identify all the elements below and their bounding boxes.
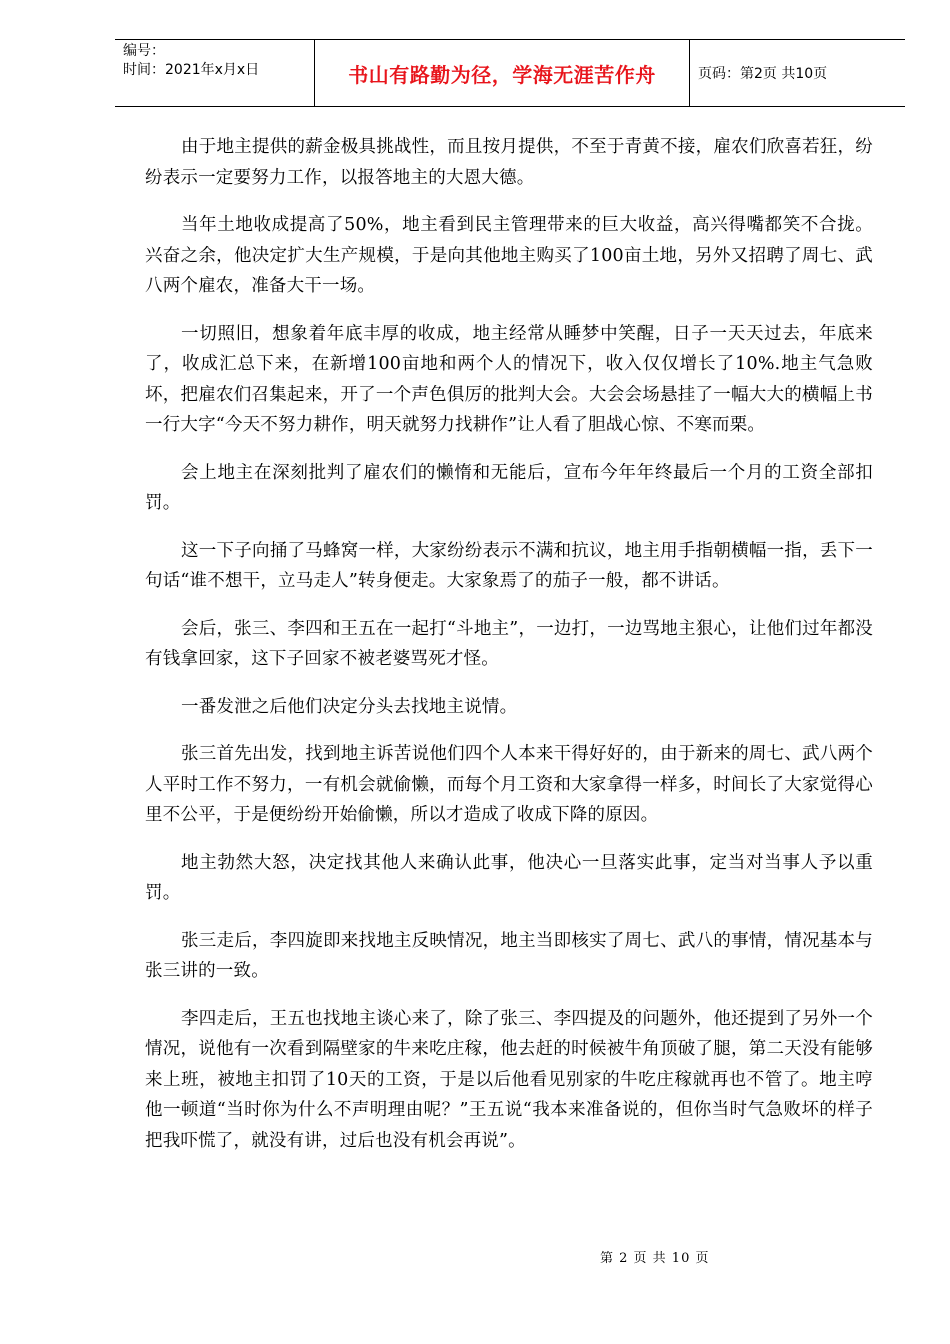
number-label: 编号：: [123, 43, 165, 59]
header-page-info: 页码：第2页 共10页: [698, 66, 828, 82]
paragraph: 由于地主提供的薪金极具挑战性，而且按月提供，不至于青黄不接，雇农们欣喜若狂，纷纷表示一定要努力工作，以报答地主的大恩大德。: [145, 137, 873, 188]
page-footer: 第 2 页 共 10 页: [600, 1251, 710, 1266]
header-motto: 书山有路勤为径，学海无涯苦作舟: [315, 40, 690, 106]
paragraph: 李四走后，王五也找地主谈心来了，除了张三、李四提及的问题外，他还提到了另外一个情况，说他有一次看到隔壁家的牛来吃庄稼，他去赶的时候被牛角顶破了腿，第二天没有能够来上班，被地主扣罚了10天的工资，于是以后他看见别家的牛吃庄稼就再也不管了。地主哼他一顿道“当时你为什么不声明理由呢？”王五说“我本来准备说的，但你当时气急败坏的样子把我吓慌了，就没有讲，过后也没有机会再说”。: [145, 1008, 873, 1151]
paragraph: 张三首先出发，找到地主诉苦说他们四个人本来干得好好的，由于新来的周七、武八两个人平时工作不努力，一有机会就偷懒，而每个月工资和大家拿得一样多，时间长了大家觉得心里不公平，于是便纷纷开始偷懒，所以才造成了收成下降的原因。: [145, 744, 873, 825]
paragraph: 张三走后，李四旋即来找地主反映情况，地主当即核实了周七、武八的事情，情况基本与张三讲的一致。: [145, 930, 873, 981]
paragraph: 一番发泄之后他们决定分头去找地主说情。: [181, 696, 518, 717]
time-label: 时间：2021年x月x日: [123, 62, 260, 78]
document-body: [145, 132, 873, 1173]
paragraph: 地主勃然大怒，决定找其他人来确认此事，他决心一旦落实此事，定当对当事人予以重罚。: [145, 852, 873, 903]
header-meta: [115, 40, 315, 106]
paragraph: 会上地主在深刻批判了雇农们的懒惰和无能后，宣布今年年终最后一个月的工资全部扣罚。: [145, 462, 873, 513]
page-header: [115, 39, 905, 107]
paragraph: 会后，张三、李四和王五在一起打“斗地主”，一边打，一边骂地主狠心，让他们过年都没有钱拿回家，这下子回家不被老婆骂死才怪。: [145, 618, 873, 669]
paragraph: 当年土地收成提高了50%，地主看到民主管理带来的巨大收益，高兴得嘴都笑不合拢。兴奋之余，他决定扩大生产规模，于是向其他地主购买了100亩土地，另外又招聘了周七、武八两个雇农，准备大干一场。: [145, 215, 873, 296]
paragraph: 一切照旧，想象着年底丰厚的收成，地主经常从睡梦中笑醒，日子一天天过去，年底来了，收成汇总下来，在新增100亩地和两个人的情况下，收入仅仅增长了10%.地主气急败坏，把雇农们召集起来，开了一个声色俱厉的批判大会。大会会场悬挂了一幅大大的横幅上书一行大字“今天不努力耕作，明天就努力找耕作”让人看了胆战心惊、不寒而栗。: [145, 323, 873, 435]
paragraph: 这一下子向捅了马蜂窝一样，大家纷纷表示不满和抗议，地主用手指朝横幅一指，丢下一句话“谁不想干，立马走人”转身便走。大家象焉了的茄子一般，都不讲话。: [145, 540, 873, 591]
